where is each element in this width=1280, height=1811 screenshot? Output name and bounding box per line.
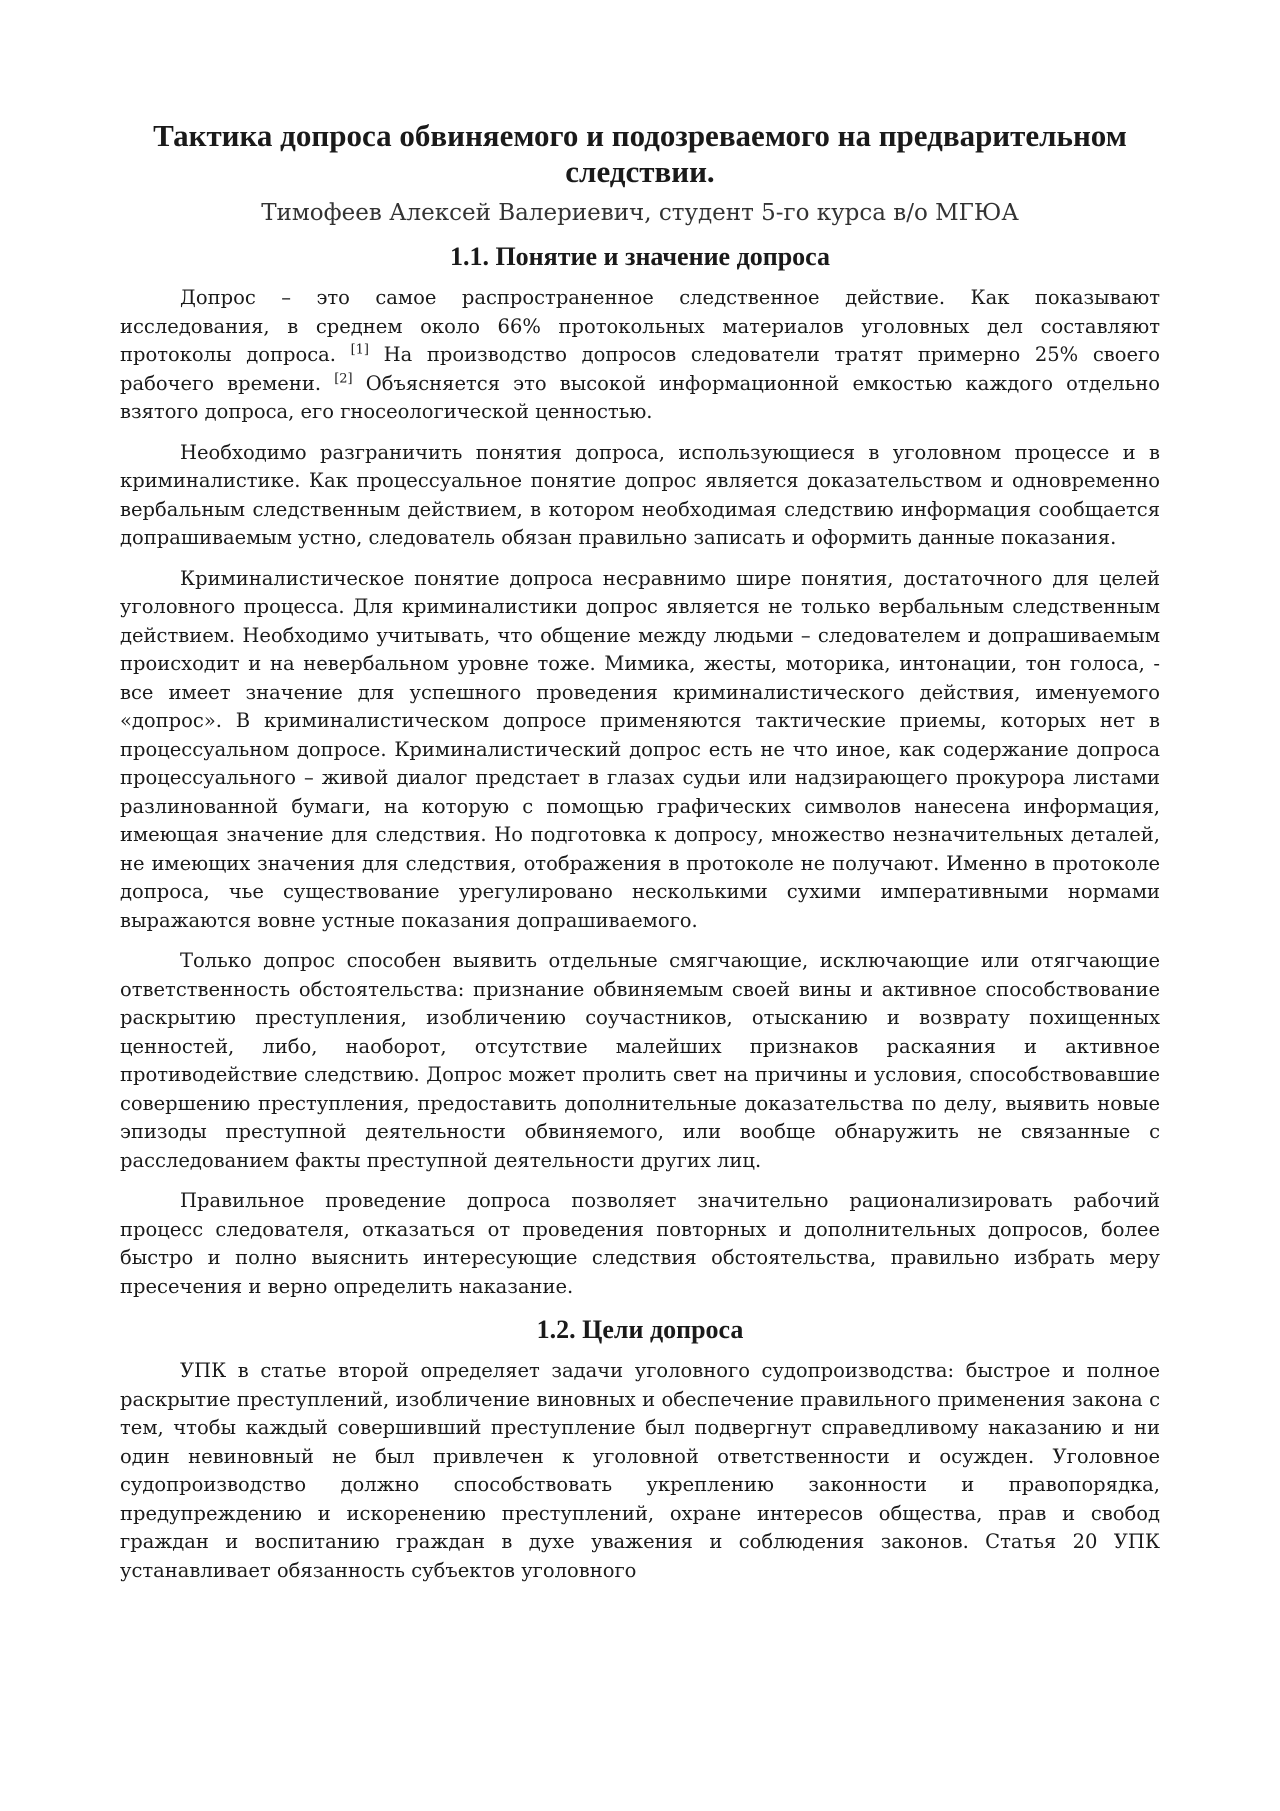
paragraph: УПК в статье второй определяет задачи уголовного судопроизводства: быстрое и полное раскрытие преступлений, изобличение виновных и обеспечение правильного применения закона с тем, чтобы каждый совершивший преступление был подвергнут справедливому наказанию и ни один невиновный не был привлечен к уголовной ответственности и осужден. Уголовное судопроизводство должно способствовать укреплению законности и правопорядка, предупреждению и искоренению преступлений, охране интересов общества, прав и свобод граждан и воспитанию граждан в духе уважения и соблюдения законов. Статья 20 УПК устанавливает обязанность субъектов уголовного <box>120 1359 1160 1582</box>
footnote-ref-2[interactable]: [2] <box>334 371 353 386</box>
section-heading-1: 1.1. Понятие и значение допроса <box>449 242 831 271</box>
document-title: Тактика допроса обвиняемого и подозреваемого на предварительном следствии. <box>153 118 1127 189</box>
paragraph-text: На производство допросов следователи тратят примерно 25% своего рабочего времени. <box>120 343 1160 395</box>
paragraph-text: Допрос – это самое распространенное следственное действие. Как показывают исследования, в среднем около 66% протокольных материалов уголовных дел составляют протоколы допроса. <box>120 286 1160 366</box>
paragraph: Криминалистическое понятие допроса несравнимо шире понятия, достаточного для целей уголовного процесса. Для криминалистики допрос является не только вербальным следственным действием. Необходимо учитывать, что общение между людьми – следователем и допрашиваемым происходит и на невербальном уровне тоже. Мимика, жесты, моторика, интонации, тон голоса, - все имеет значение для успешного проведения криминалистического действия, именуемого «допрос». В криминалистическом допросе применяются тактические приемы, которых нет в процессуальном допросе. Криминалистический допрос есть не что иное, как содержание допроса процессуального – живой диалог предстает в глазах судьи или надзирающего прокурора листами разлинованной бумаги, на которую с помощью графических символов нанесена информация, имеющая значение для следствия. Но подготовка к допросу, множество незначительных деталей, не имеющих значения для следствия, отображения в протоколе не получают. Именно в протоколе допроса, чье существование урегулировано несколькими сухими императивными нормами выражаются вовне устные показания допрашиваемого. <box>120 566 1160 932</box>
paragraph-text: Объясняется это высокой информационной емкостью каждого отдельно взятого допроса, его гносеологической ценностью. <box>120 371 1160 423</box>
section-heading-2: 1.2. Цели допроса <box>536 1315 744 1344</box>
footnote-ref-1[interactable]: [1] <box>350 342 370 358</box>
paragraph: Необходимо разграничить понятия допроса, использующиеся в уголовном процессе и в криминалистике. Как процессуальное понятие допрос является доказательством и одновременно вербальным следственным действием, в котором необходимая следствию информация сообщается допрашиваемым устно, следователь обязан правильно записать и оформить данные показания. <box>120 440 1160 549</box>
paragraph <box>120 284 1160 427</box>
author-line: Тимофеев Алексей Валериевич, студент 5-го курса в/о МГЮА <box>261 200 1019 226</box>
paragraph: Правильное проведение допроса позволяет значительно рационализировать рабочий процесс следователя, отказаться от проведения повторных и дополнительных допросов, более быстро и полно выяснить интересующие следствия обстоятельства, правильно избрать меру пресечения и верно определить наказание. <box>120 1189 1160 1298</box>
paragraph: Только допрос способен выявить отдельные смягчающие, исключающие или отягчающие ответственность обстоятельства: признание обвиняемым своей вины и активное способствование раскрытию преступления, изобличению соучастников, отысканию и возврату похищенных ценностей, либо, наоборот, отсутствие малейших признаков раскаяния и активное противодействие следствию. Допрос может пролить свет на причины и условия, способствовавшие совершению преступления, предоставить дополнительные доказательства по делу, выявить новые эпизоды преступной деятельности обвиняемого, или вообще обнаружить не связанные с расследованием факты преступной деятельности других лиц. <box>120 949 1160 1172</box>
document-page <box>120 118 1160 1597</box>
